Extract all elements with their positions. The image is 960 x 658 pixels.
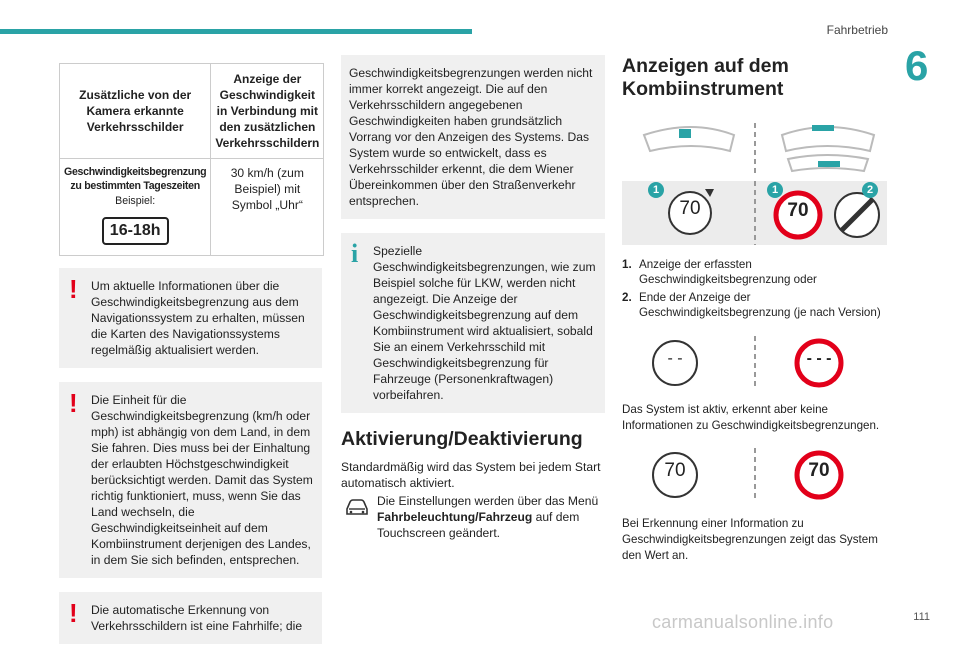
menu-name-1: Fahrbeleuchtung	[377, 510, 476, 524]
no-value-outline: - -	[667, 350, 683, 367]
table-head-right: Anzeige der Geschwindigkeit in Verbindung mit den zusätzlichen Verkehrsschildern	[211, 64, 324, 159]
callout-badge-1: 1	[648, 182, 664, 198]
text-no-info: Das System ist aktiv, erkennt aber keine Informationen zu Geschwindigkeitsbegrenzungen.	[622, 403, 880, 432]
no-value-sign: - - -	[806, 350, 832, 367]
warning-box-continued	[341, 55, 605, 219]
warning-box-2	[59, 382, 322, 578]
warning-icon: !	[69, 598, 78, 628]
table-row-label: Geschwindigkeitsbegrenzung zu bestimmten Tageszeiten	[64, 166, 207, 192]
callout-badge-2: 2	[862, 182, 878, 198]
heading-activation: Aktivierung/Deaktivierung	[341, 428, 583, 450]
figure-display-example	[622, 181, 887, 245]
menu-separator: /	[475, 510, 479, 524]
warning-text-3: Die automatische Erkennung von Verkehrsschildern ist eine Fahrhilfe; die	[91, 603, 303, 633]
menu-name-2: Fahrzeug	[478, 510, 533, 524]
table-cell-left	[60, 159, 211, 256]
value-sign: 70	[808, 460, 830, 481]
header-accent-bar	[0, 29, 472, 34]
heading-displays: Anzeigen auf dem Kombiinstrument	[622, 55, 789, 100]
section-title: Fahrbetrieb	[826, 23, 888, 37]
warning-box-3	[59, 592, 322, 644]
callout-badge-1b: 1	[767, 182, 783, 198]
watermark: carmanualsonline.info	[652, 612, 834, 632]
warning-text-2: Die Einheit für die Geschwindigkeitsbegrenzung (km/h oder mph) ist abhängig von dem Land, in dem Sie fahren. Dies muss bei der Einhaltung der erlaubten Höchstgeschwindigkeit berücksichtigt werden. Damit das System richtig funktioniert, muss, wenn Sie das Land wechseln, die Geschwindigkeitseinheit auf dem Kombiinstrument derjenigen des Landes, in dem Sie sich befinden, entsprechen.	[91, 393, 313, 567]
figure-no-info	[622, 336, 887, 390]
table-row-example: Beispiel:	[115, 195, 156, 207]
value-outline: 70	[664, 460, 686, 481]
info-box	[341, 233, 605, 413]
chapter-number: 6	[905, 42, 929, 89]
legend-item-1: 1. Anzeige der erfassten Geschwindigkeitsbegrenzung oder	[622, 258, 817, 286]
activation-text: Standardmäßig wird das System bei jedem Start automatisch aktiviert.	[341, 460, 601, 490]
warning-box-1	[59, 268, 322, 368]
page-number: 111	[913, 611, 930, 623]
warning-text-continued: Geschwindigkeitsbegrenzungen werden nicht immer korrekt angezeigt. Die auf den Verkehrsschildern angegebenen Geschwindigkeiten haben grundsätzlich Vorrang vor den Anzeigen des Systems. Das System wurde so entwickelt, dass es Verkehrsschilder erkennt, die dem Wiener Übereinkommen über den Straßenverkehr entsprechen.	[349, 66, 593, 208]
info-text: Spezielle Geschwindigkeitsbegrenzungen, wie zum Beispiel solche für LKW, werden nicht angezeigt. Die Anzeige der Geschwindigkeitsbegrenzung auf dem Kombiinstrument wird aktualisiert, sobald Sie an einem Verkehrsschild mit Geschwindigkeitsbegrenzung für Fahrzeuge (Personenkraftwagen) vorbeifahren.	[373, 244, 596, 402]
cluster-schematic	[622, 121, 887, 177]
legend-list	[622, 257, 887, 320]
settings-paragraph	[341, 493, 605, 541]
figure-with-value	[622, 448, 887, 502]
text-value-shown: Bei Erkennung einer Information zu Geschwindigkeitsbegrenzungen zeigt das System den Wert an.	[622, 517, 878, 562]
car-settings-icon	[343, 495, 371, 519]
settings-text-post: auf dem Touchscreen geändert.	[377, 510, 580, 540]
column-2	[341, 55, 605, 541]
instrument-cluster-illustration	[622, 121, 887, 177]
warning-icon: !	[69, 388, 78, 418]
time-sign: 16-18h	[102, 217, 169, 245]
warning-icon: !	[69, 274, 78, 304]
column-3	[622, 55, 887, 564]
table-cell-right: 30 km/h (zum Beispiel) mit Symbol „Uhr“	[211, 159, 324, 256]
column-1	[59, 63, 322, 658]
sign-table	[59, 63, 324, 256]
speed-sign-value: 70	[787, 200, 809, 221]
settings-text-pre: Die Einstellungen werden über das Menü	[377, 494, 599, 508]
warning-text-1: Um aktuelle Informationen über die Geschwindigkeitsbegrenzung aus dem Navigationssystem zu erhalten, müssen die Karten des Navigationssystems regelmäßig aktualisiert werden.	[91, 279, 305, 357]
info-icon: i	[351, 239, 359, 268]
legend-item-2: 2. Ende der Anzeige der Geschwindigkeitsbegrenzung (je nach Version)	[622, 291, 881, 319]
table-head-left: Zusätzliche von der Kamera erkannte Verkehrsschilder	[60, 64, 211, 159]
speed-outline-value: 70	[679, 198, 701, 219]
